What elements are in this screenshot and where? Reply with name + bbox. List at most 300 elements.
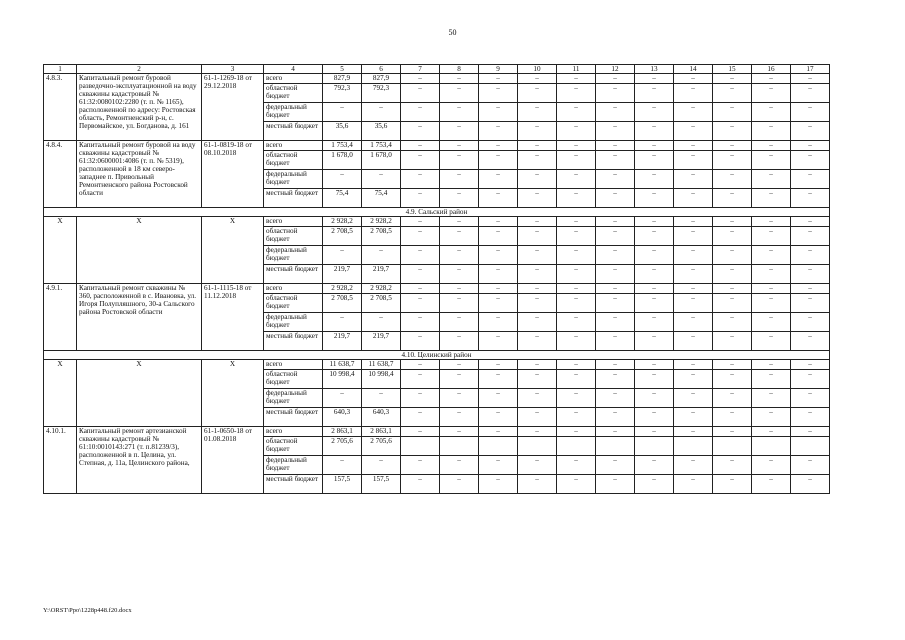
value-cell: – <box>479 74 518 84</box>
value-cell: – <box>596 408 635 427</box>
value-cell: – <box>752 408 791 427</box>
value-cell: – <box>596 427 635 437</box>
value-cell: – <box>674 456 713 475</box>
budget-type: всего <box>264 284 323 294</box>
value-cell: – <box>557 456 596 475</box>
value-cell: – <box>557 122 596 141</box>
value-cell: – <box>596 141 635 151</box>
value-col-6: 35,6 <box>362 122 401 141</box>
value-cell: – <box>674 189 713 208</box>
value-cell: – <box>518 246 557 265</box>
value-cell: – <box>596 246 635 265</box>
value-cell <box>596 437 635 456</box>
value-col-5: 2 705,6 <box>323 437 362 456</box>
value-cell: – <box>518 370 557 389</box>
value-cell: – <box>479 294 518 313</box>
value-cell: – <box>401 284 440 294</box>
value-cell: – <box>791 427 830 437</box>
value-cell: – <box>713 284 752 294</box>
value-cell: – <box>596 475 635 494</box>
value-cell: – <box>479 332 518 351</box>
value-col-6: – <box>362 313 401 332</box>
value-cell: – <box>791 170 830 189</box>
value-cell: – <box>518 475 557 494</box>
page-number: 50 <box>448 28 457 37</box>
value-cell: – <box>557 332 596 351</box>
column-header: 4 <box>264 65 323 74</box>
value-col-5: – <box>323 456 362 475</box>
value-cell: – <box>401 427 440 437</box>
value-cell: – <box>674 475 713 494</box>
value-cell: – <box>674 370 713 389</box>
section-heading-row <box>44 351 830 360</box>
value-cell: – <box>713 151 752 170</box>
value-cell: – <box>596 332 635 351</box>
value-cell: – <box>479 217 518 227</box>
value-cell: – <box>518 313 557 332</box>
value-cell: – <box>752 227 791 246</box>
budget-table <box>43 64 830 494</box>
value-cell: – <box>401 456 440 475</box>
value-cell: – <box>479 389 518 408</box>
value-cell: – <box>791 141 830 151</box>
item-description: Х <box>77 360 202 427</box>
value-cell: – <box>518 408 557 427</box>
value-cell: – <box>674 389 713 408</box>
value-cell: – <box>518 265 557 284</box>
value-cell: – <box>752 151 791 170</box>
value-cell: – <box>791 284 830 294</box>
budget-type: всего <box>264 217 323 227</box>
item-number: 4.10.1. <box>44 427 77 494</box>
value-cell: – <box>479 475 518 494</box>
budget-type: местный бюджет <box>264 332 323 351</box>
value-cell: – <box>401 265 440 284</box>
value-cell: – <box>401 227 440 246</box>
value-cell: – <box>440 360 479 370</box>
value-col-6: 792,3 <box>362 84 401 103</box>
value-cell: – <box>635 122 674 141</box>
value-cell: – <box>752 389 791 408</box>
value-cell: – <box>752 189 791 208</box>
value-cell: – <box>479 227 518 246</box>
value-cell: – <box>791 360 830 370</box>
item-document: Х <box>202 360 264 427</box>
budget-type: областной бюджет <box>264 84 323 103</box>
value-cell: – <box>674 313 713 332</box>
value-cell: – <box>440 217 479 227</box>
value-cell: – <box>401 189 440 208</box>
value-cell: – <box>518 141 557 151</box>
value-cell: – <box>557 427 596 437</box>
value-col-5: 2 708,5 <box>323 294 362 313</box>
value-cell: – <box>713 265 752 284</box>
value-cell: – <box>557 151 596 170</box>
value-cell: – <box>596 103 635 122</box>
value-cell: – <box>635 84 674 103</box>
value-cell: – <box>557 217 596 227</box>
value-cell: – <box>440 294 479 313</box>
value-cell: – <box>479 84 518 103</box>
value-cell: – <box>635 408 674 427</box>
value-cell: – <box>791 475 830 494</box>
value-cell: – <box>518 103 557 122</box>
value-cell: – <box>674 294 713 313</box>
value-cell: – <box>752 294 791 313</box>
value-cell: – <box>479 265 518 284</box>
value-cell: – <box>596 84 635 103</box>
value-cell: – <box>713 427 752 437</box>
value-col-6: – <box>362 389 401 408</box>
value-cell: – <box>518 284 557 294</box>
value-cell: – <box>791 103 830 122</box>
value-cell: – <box>674 427 713 437</box>
value-cell: – <box>440 408 479 427</box>
value-cell: – <box>674 141 713 151</box>
value-cell: – <box>518 427 557 437</box>
value-cell <box>713 437 752 456</box>
item-document: 61-1-0819-18 от 08.10.2018 <box>202 141 264 208</box>
value-cell: – <box>635 227 674 246</box>
value-cell: – <box>752 370 791 389</box>
column-header: 10 <box>518 65 557 74</box>
value-col-5: – <box>323 389 362 408</box>
value-col-5: 2 928,2 <box>323 284 362 294</box>
value-col-6: 1 753,4 <box>362 141 401 151</box>
column-header: 14 <box>674 65 713 74</box>
value-cell: – <box>635 74 674 84</box>
value-cell: – <box>596 151 635 170</box>
value-cell: – <box>713 475 752 494</box>
column-header: 12 <box>596 65 635 74</box>
value-cell: – <box>401 408 440 427</box>
value-cell: – <box>635 217 674 227</box>
budget-type: федеральный бюджет <box>264 170 323 189</box>
value-cell: – <box>713 389 752 408</box>
value-cell: – <box>674 170 713 189</box>
value-cell: – <box>596 217 635 227</box>
budget-type: всего <box>264 74 323 84</box>
value-cell: – <box>440 284 479 294</box>
value-cell: – <box>440 141 479 151</box>
value-cell: – <box>479 313 518 332</box>
value-cell: – <box>557 294 596 313</box>
budget-type: всего <box>264 360 323 370</box>
value-cell: – <box>557 265 596 284</box>
value-cell: – <box>479 427 518 437</box>
value-cell: – <box>401 360 440 370</box>
value-cell: – <box>674 284 713 294</box>
value-cell: – <box>440 189 479 208</box>
table-row <box>44 427 830 437</box>
item-document: Х <box>202 217 264 284</box>
value-col-5: 157,5 <box>323 475 362 494</box>
value-cell: – <box>557 141 596 151</box>
value-cell: – <box>518 84 557 103</box>
value-cell: – <box>791 408 830 427</box>
item-number: 4.8.4. <box>44 141 77 208</box>
value-cell: – <box>596 227 635 246</box>
value-cell: – <box>401 151 440 170</box>
value-col-5: 2 863,1 <box>323 427 362 437</box>
value-cell: – <box>713 122 752 141</box>
value-cell: – <box>635 141 674 151</box>
table-row <box>44 284 830 294</box>
value-cell: – <box>791 246 830 265</box>
value-cell: – <box>752 246 791 265</box>
value-cell: – <box>401 294 440 313</box>
value-cell: – <box>479 141 518 151</box>
value-cell: – <box>713 408 752 427</box>
value-cell: – <box>791 227 830 246</box>
value-cell: – <box>635 151 674 170</box>
value-cell: – <box>479 170 518 189</box>
value-cell: – <box>401 332 440 351</box>
value-col-6: – <box>362 170 401 189</box>
value-cell: – <box>401 122 440 141</box>
column-header: 13 <box>635 65 674 74</box>
column-header: 11 <box>557 65 596 74</box>
value-cell: – <box>557 103 596 122</box>
budget-type: местный бюджет <box>264 122 323 141</box>
column-header: 5 <box>323 65 362 74</box>
column-header: 9 <box>479 65 518 74</box>
value-col-6: 1 678,0 <box>362 151 401 170</box>
item-number: Х <box>44 217 77 284</box>
value-cell: – <box>674 74 713 84</box>
item-description: Капитальный ремонт буровой разведочно-эксплуатационной на воду скважины кадастровый № 61:32:0080102:2280 (т. п. № 1165), расположенной по адресу: Ростовская область, Ремонтненский р-н, с. Первомайское, ул. Богданова, д. 161 <box>77 74 202 141</box>
value-cell: – <box>635 427 674 437</box>
value-col-6: 640,3 <box>362 408 401 427</box>
value-cell: – <box>518 456 557 475</box>
section-heading-row <box>44 208 830 217</box>
value-cell: – <box>401 389 440 408</box>
value-cell: – <box>752 332 791 351</box>
value-cell: – <box>674 122 713 141</box>
value-col-6: 2 928,2 <box>362 284 401 294</box>
value-cell: – <box>752 84 791 103</box>
value-col-5: 10 998,4 <box>323 370 362 389</box>
value-cell: – <box>596 284 635 294</box>
value-cell: – <box>752 360 791 370</box>
value-cell: – <box>518 227 557 246</box>
value-cell: – <box>479 189 518 208</box>
value-col-5: – <box>323 246 362 265</box>
value-cell: – <box>635 170 674 189</box>
value-cell: – <box>674 151 713 170</box>
value-cell: – <box>440 122 479 141</box>
column-header: 6 <box>362 65 401 74</box>
value-cell: – <box>557 284 596 294</box>
value-cell: – <box>479 456 518 475</box>
value-cell: – <box>596 74 635 84</box>
value-cell: – <box>791 217 830 227</box>
value-cell: – <box>713 360 752 370</box>
budget-type: областной бюджет <box>264 370 323 389</box>
value-cell: – <box>752 141 791 151</box>
value-col-6: – <box>362 246 401 265</box>
value-cell: – <box>557 189 596 208</box>
value-cell: – <box>440 74 479 84</box>
value-cell: – <box>713 217 752 227</box>
value-cell: – <box>518 122 557 141</box>
value-cell: – <box>713 456 752 475</box>
column-header: 17 <box>791 65 830 74</box>
value-cell: – <box>557 475 596 494</box>
value-col-6: 219,7 <box>362 332 401 351</box>
value-cell: – <box>596 360 635 370</box>
value-col-6: 827,9 <box>362 74 401 84</box>
value-cell: – <box>479 360 518 370</box>
value-cell: – <box>557 389 596 408</box>
value-cell <box>752 437 791 456</box>
value-cell: – <box>557 227 596 246</box>
value-cell: – <box>440 332 479 351</box>
value-cell: – <box>713 74 752 84</box>
value-cell: – <box>596 189 635 208</box>
value-cell: – <box>635 456 674 475</box>
value-col-5: 219,7 <box>323 332 362 351</box>
item-description: Капитальный ремонт артезианской скважины кадастровый № 61:10:0010143:271 (т. п.81239/3), расположенной в п. Целина, ул. Степная, д. 11а, Целинского района, <box>77 427 202 494</box>
value-cell: – <box>713 370 752 389</box>
value-col-6: 2 708,5 <box>362 294 401 313</box>
value-cell: – <box>713 332 752 351</box>
value-col-5: 1 753,4 <box>323 141 362 151</box>
value-cell: – <box>596 294 635 313</box>
value-col-5: 1 678,0 <box>323 151 362 170</box>
value-cell: – <box>401 475 440 494</box>
value-cell: – <box>518 217 557 227</box>
value-cell: – <box>401 170 440 189</box>
value-cell: – <box>440 103 479 122</box>
value-cell: – <box>518 74 557 84</box>
value-cell: – <box>713 103 752 122</box>
value-cell: – <box>440 456 479 475</box>
value-cell: – <box>674 246 713 265</box>
value-cell: – <box>518 151 557 170</box>
item-document: 61-1-0650-18 от 01.08.2018 <box>202 427 264 494</box>
value-col-6: 10 998,4 <box>362 370 401 389</box>
value-cell: – <box>674 360 713 370</box>
value-cell: – <box>401 74 440 84</box>
value-cell: – <box>752 103 791 122</box>
value-col-5: 827,9 <box>323 74 362 84</box>
value-cell: – <box>752 427 791 437</box>
value-cell <box>518 437 557 456</box>
value-col-5: 640,3 <box>323 408 362 427</box>
value-cell: – <box>674 103 713 122</box>
value-cell: – <box>440 84 479 103</box>
value-cell: – <box>635 475 674 494</box>
value-col-5: 2 708,5 <box>323 227 362 246</box>
value-cell: – <box>401 217 440 227</box>
value-cell: – <box>635 313 674 332</box>
value-col-6: 75,4 <box>362 189 401 208</box>
value-cell <box>635 437 674 456</box>
value-cell: – <box>557 360 596 370</box>
value-cell: – <box>791 122 830 141</box>
budget-type: областной бюджет <box>264 227 323 246</box>
value-cell: – <box>401 313 440 332</box>
item-description: Капитальный ремонт буровой на воду скважины кадастровый № 61:32:0600001:4086 (т. п. № 5319), расположенной в 18 км северо-западнее п. Привольный Ремонтненского района Ростовской области <box>77 141 202 208</box>
value-cell: – <box>557 170 596 189</box>
value-cell: – <box>713 170 752 189</box>
value-cell <box>557 437 596 456</box>
value-cell: – <box>401 84 440 103</box>
value-col-6: – <box>362 103 401 122</box>
value-cell: – <box>596 313 635 332</box>
value-cell: – <box>518 170 557 189</box>
value-col-6: – <box>362 456 401 475</box>
value-cell: – <box>557 84 596 103</box>
value-cell: – <box>596 265 635 284</box>
value-col-6: 2 928,2 <box>362 217 401 227</box>
value-cell: – <box>557 74 596 84</box>
budget-type: местный бюджет <box>264 475 323 494</box>
value-cell: – <box>713 141 752 151</box>
value-col-5: – <box>323 103 362 122</box>
value-col-5: 35,6 <box>323 122 362 141</box>
value-cell: – <box>674 84 713 103</box>
value-cell: – <box>596 122 635 141</box>
item-number: 4.8.3. <box>44 74 77 141</box>
column-header: 3 <box>202 65 264 74</box>
value-cell: – <box>752 217 791 227</box>
value-col-5: 2 928,2 <box>323 217 362 227</box>
budget-type: федеральный бюджет <box>264 246 323 265</box>
item-description: Х <box>77 217 202 284</box>
budget-type: всего <box>264 141 323 151</box>
value-cell: – <box>752 74 791 84</box>
value-cell: – <box>635 332 674 351</box>
column-header: 15 <box>713 65 752 74</box>
value-col-5: 219,7 <box>323 265 362 284</box>
budget-type: местный бюджет <box>264 408 323 427</box>
value-cell: – <box>752 170 791 189</box>
value-cell: – <box>479 284 518 294</box>
value-cell: – <box>791 74 830 84</box>
budget-type: областной бюджет <box>264 294 323 313</box>
value-col-5: – <box>323 170 362 189</box>
value-cell: – <box>635 370 674 389</box>
value-cell: – <box>713 294 752 313</box>
item-document: 61-1-1269-18 от 29.12.2018 <box>202 74 264 141</box>
value-col-5: 75,4 <box>323 189 362 208</box>
value-cell: – <box>557 313 596 332</box>
item-description: Капитальный ремонт скважины № 360, расположенной в с. Ивановка, ул. Игоря Полупляшного, 30-а Сальского района Ростовской области <box>77 284 202 351</box>
value-cell: – <box>479 408 518 427</box>
value-cell: – <box>791 265 830 284</box>
value-cell: – <box>791 294 830 313</box>
value-cell: – <box>596 389 635 408</box>
value-col-5: – <box>323 313 362 332</box>
value-cell: – <box>635 294 674 313</box>
value-cell: – <box>596 456 635 475</box>
value-cell: – <box>674 408 713 427</box>
column-header: 7 <box>401 65 440 74</box>
value-cell: – <box>635 103 674 122</box>
value-col-6: 157,5 <box>362 475 401 494</box>
value-cell: – <box>440 246 479 265</box>
value-cell: – <box>518 332 557 351</box>
value-col-6: 219,7 <box>362 265 401 284</box>
value-cell: – <box>791 389 830 408</box>
table-row <box>44 217 830 227</box>
value-cell: – <box>791 151 830 170</box>
value-cell: – <box>596 370 635 389</box>
value-cell: – <box>791 313 830 332</box>
budget-type: федеральный бюджет <box>264 103 323 122</box>
